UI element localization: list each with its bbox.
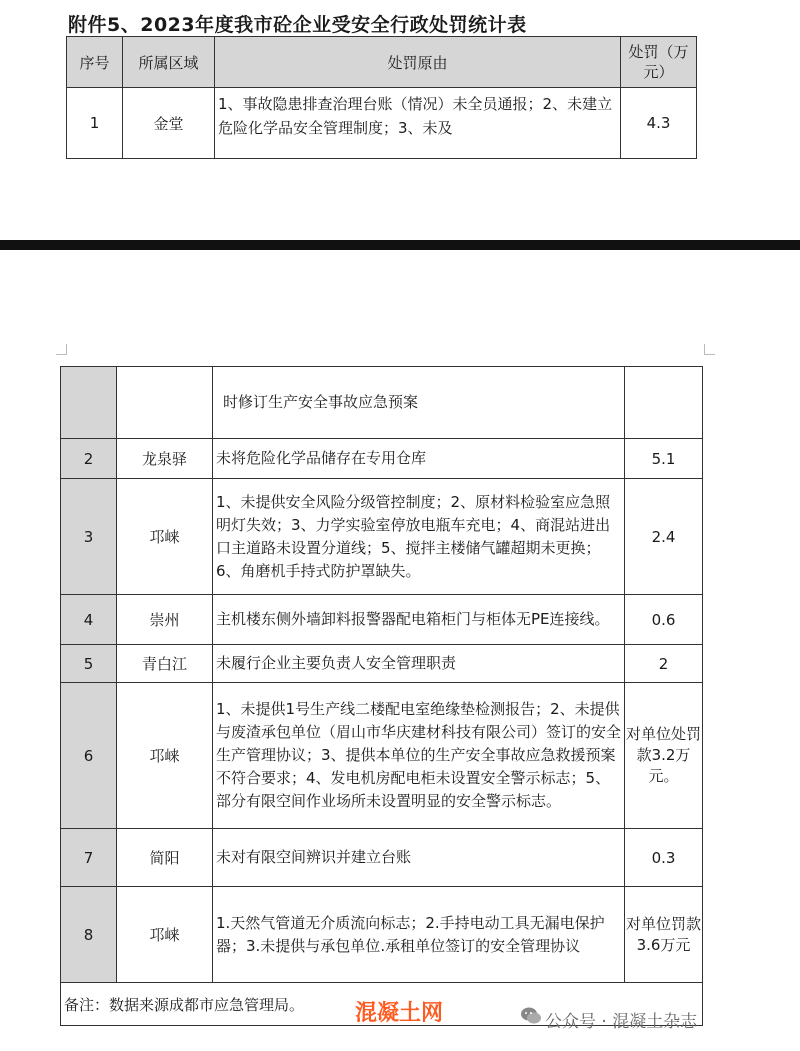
table-row xyxy=(61,645,703,683)
row-region: 邛崃 xyxy=(117,683,213,829)
table-row xyxy=(61,595,703,645)
row-reason: 1、事故隐患排查治理台账（情况）未全员通报；2、未建立危险化学品安全管理制度；3、未及 xyxy=(215,88,621,159)
document-title: 附件5、2023年度我市砼企业受安全行政处罚统计表 xyxy=(68,14,527,36)
header-region: 所属区域 xyxy=(123,37,215,88)
row-seq: 8 xyxy=(61,887,117,983)
row-region: 邛崃 xyxy=(117,479,213,595)
row-region: 邛崃 xyxy=(117,887,213,983)
table-row xyxy=(61,829,703,887)
header-seq: 序号 xyxy=(67,37,123,88)
row-fine: 0.3 xyxy=(625,829,703,887)
row-fine: 0.6 xyxy=(625,595,703,645)
table-row xyxy=(61,887,703,983)
row-seq: 4 xyxy=(61,595,117,645)
table-row xyxy=(67,88,697,159)
row-seq: 3 xyxy=(61,479,117,595)
row-fine: 2.4 xyxy=(625,479,703,595)
page-corner-mark xyxy=(56,344,67,355)
row-reason: 未履行企业主要负责人安全管理职责 xyxy=(213,645,625,683)
row-reason: 未对有限空间辨识并建立台账 xyxy=(213,829,625,887)
row-region: 崇州 xyxy=(117,595,213,645)
row-reason: 未将危险化学品储存在专用仓库 xyxy=(213,439,625,479)
table-row xyxy=(61,479,703,595)
watermark-account: 公众号 · 混凝土杂志 xyxy=(545,1012,698,1032)
row-region: 青白江 xyxy=(117,645,213,683)
row-reason: 1、未提供安全风险分级管控制度；2、原材料检验室应急照明灯失效；3、力学实验室停放电瓶车充电；4、商混站进出口主道路未设置分道线；5、搅拌主楼储气罐超期未更换；6、角磨机手持式防护罩缺失。 xyxy=(213,479,625,595)
table-row xyxy=(61,683,703,829)
table-note: 备注：数据来源成都市应急管理局。 xyxy=(61,983,703,1026)
row-region: 龙泉驿 xyxy=(117,439,213,479)
wechat-icon xyxy=(520,1006,542,1026)
row-reason: 主机楼东侧外墙卸料报警器配电箱柜门与柜体无PE连接线。 xyxy=(213,595,625,645)
row-fine: 5.1 xyxy=(625,439,703,479)
table-row-continuation xyxy=(61,367,703,439)
table-row xyxy=(61,439,703,479)
row-seq: 7 xyxy=(61,829,117,887)
watermark-site: 混凝土网 xyxy=(355,1001,444,1026)
row-seq: 1 xyxy=(67,88,123,159)
row-seq: 2 xyxy=(61,439,117,479)
row-reason: 1.天然气管道无介质流向标志；2.手持电动工具无漏电保护器；3.未提供与承包单位.承租单位签订的安全管理协议 xyxy=(213,887,625,983)
row-region: 金堂 xyxy=(123,88,215,159)
row-seq: 5 xyxy=(61,645,117,683)
header-fine: 处罚（万元） xyxy=(621,37,697,88)
row-region: 简阳 xyxy=(117,829,213,887)
row-reason-continuation: 时修订生产安全事故应急预案 xyxy=(213,367,625,439)
row-fine: 对单位罚款3.6万元 xyxy=(625,887,703,983)
row-fine: 对单位处罚款3.2万元。 xyxy=(625,683,703,829)
penalty-table-page2 xyxy=(60,366,703,1026)
penalty-table-page1 xyxy=(66,36,697,159)
page-divider xyxy=(0,240,800,250)
row-fine: 2 xyxy=(625,645,703,683)
header-reason: 处罚原由 xyxy=(215,37,621,88)
row-seq: 6 xyxy=(61,683,117,829)
page-corner-mark xyxy=(704,344,715,355)
table-header-row xyxy=(67,37,697,88)
row-reason: 1、未提供1号生产线二楼配电室绝缘垫检测报告；2、未提供与废渣承包单位（眉山市华庆建材科技有限公司）签订的安全生产管理协议；3、提供本单位的生产安全事故应急救援预案不符合要求；4、发电机房配电柜未设置安全警示标志；5、部分有限空间作业场所未设置明显的安全警示标志。 xyxy=(213,683,625,829)
row-fine: 4.3 xyxy=(621,88,697,159)
